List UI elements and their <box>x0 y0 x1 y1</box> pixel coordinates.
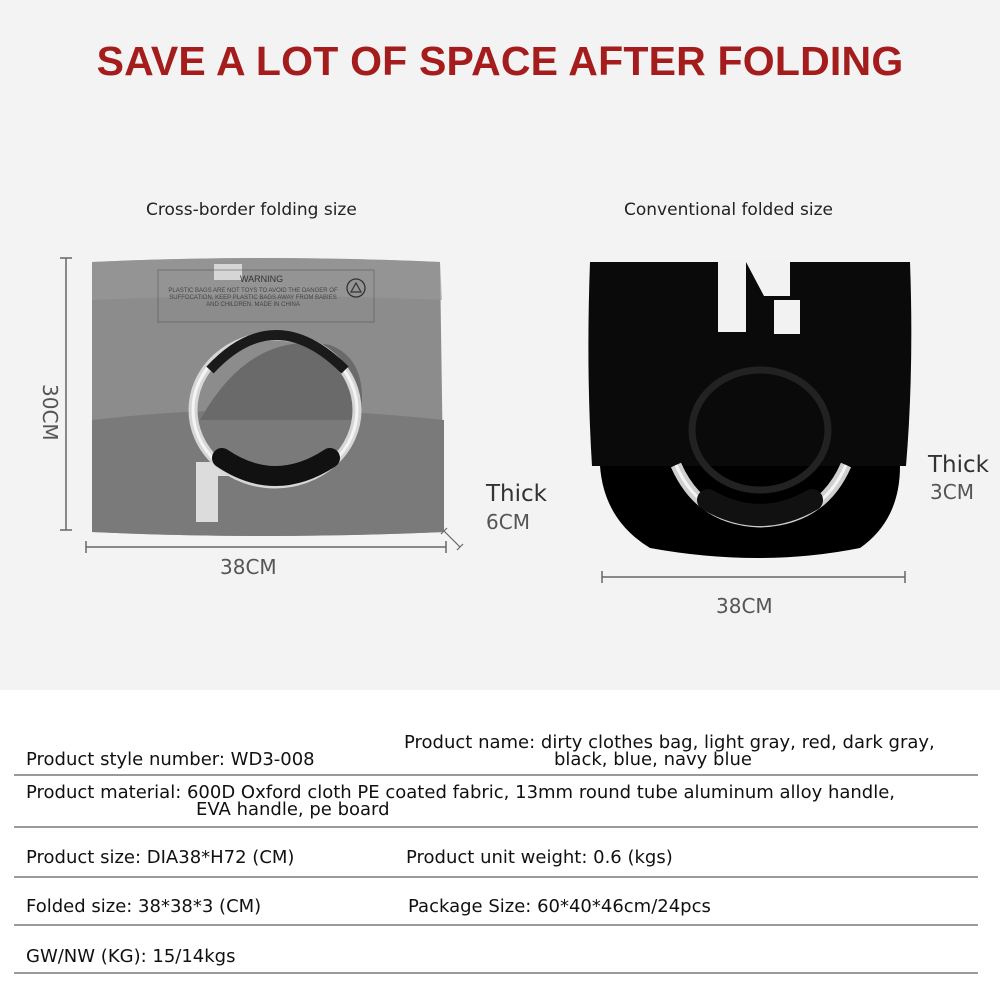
spec-product-name-line2: black, blue, navy blue <box>554 749 752 770</box>
spec-unit-weight: Product unit weight: 0.6 (kgs) <box>406 847 673 868</box>
width-label-38cm-left: 38CM <box>220 555 277 579</box>
thick-value-6cm: 6CM <box>486 510 530 534</box>
warning-label-text: PLASTIC BAGS ARE NOT TOYS TO AVOID THE DANGER OF SUFFOCATION, KEEP PLASTIC BAGS AWAY FROM BABIES AND CHILDREN. MADE IN CHINA <box>168 288 338 308</box>
spec-package-size: Package Size: 60*40*46cm/24pcs <box>408 896 711 917</box>
spec-folded-size: Folded size: 38*38*3 (CM) <box>26 896 262 917</box>
right-caption: Conventional folded size <box>624 200 833 220</box>
spec-divider <box>14 774 978 776</box>
thick-value-3cm: 3CM <box>930 480 974 504</box>
spec-divider <box>14 876 978 878</box>
spec-product-size: Product size: DIA38*H72 (CM) <box>26 847 295 868</box>
black-folded-bag-image <box>560 0 1000 640</box>
spec-table <box>0 690 1000 1000</box>
spec-style-number: Product style number: WD3-008 <box>26 749 315 770</box>
thick-label-right: Thick <box>928 452 989 478</box>
width-label-38cm-right: 38CM <box>716 594 773 618</box>
thick-label-left: Thick <box>486 481 547 507</box>
warning-label-title: WARNING <box>240 274 284 284</box>
spec-divider <box>14 924 978 926</box>
spec-material-line2: EVA handle, pe board <box>196 799 390 820</box>
headline: SAVE A LOT OF SPACE AFTER FOLDING <box>96 38 904 84</box>
height-label-30cm: 30CM <box>38 384 62 441</box>
spec-divider <box>14 826 978 828</box>
spec-material-line1: Product material: 600D Oxford cloth PE coated fabric, 13mm round tube aluminum alloy handle, <box>26 782 896 803</box>
spec-gw-nw: GW/NW (KG): 15/14kgs <box>26 946 236 967</box>
spec-product-name-line1: Product name: dirty clothes bag, light gray, red, dark gray, <box>404 732 935 753</box>
left-caption: Cross-border folding size <box>146 200 357 220</box>
spec-divider <box>14 972 978 974</box>
